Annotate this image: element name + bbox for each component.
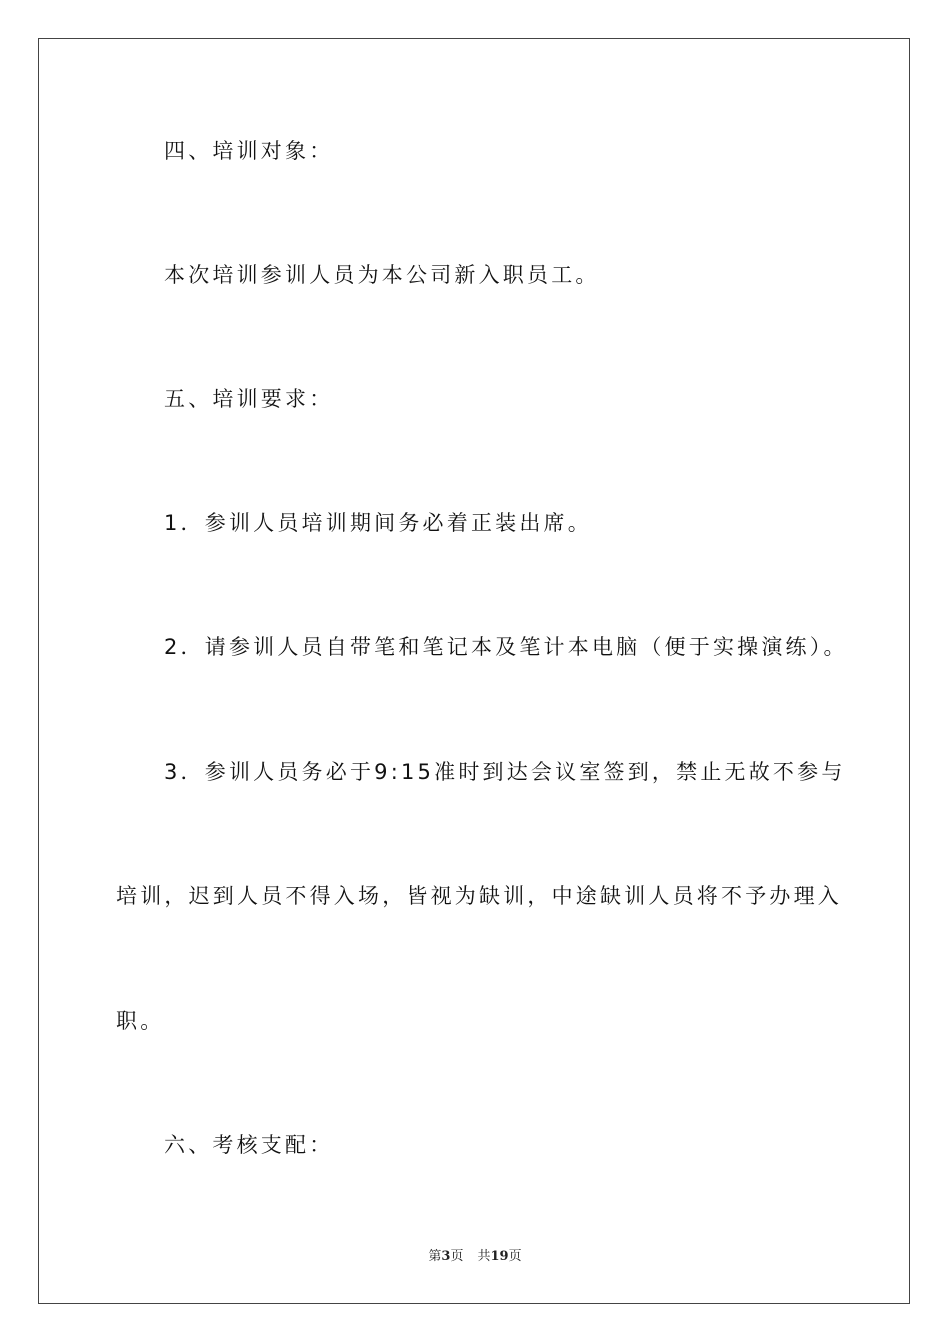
footer-total-prefix: 共 [477, 1249, 491, 1264]
section-heading-training-target: 四、培训对象： [164, 139, 334, 163]
requirement-item-3-line-2: 培训，迟到人员不得入场，皆视为缺训，中途缺训人员将不予办理入 [116, 884, 842, 908]
requirement-item-2: 2．请参训人员自带笔和笔记本及笔计本电脑（便于实操演练）。 [164, 635, 848, 659]
section-heading-training-requirements: 五、培训要求： [164, 387, 334, 411]
paragraph-training-target: 本次培训参训人员为本公司新入职员工。 [164, 263, 600, 287]
page-frame [38, 38, 910, 1304]
requirement-item-3-line-3: 职。 [116, 1009, 165, 1033]
footer-page-suffix: 页 [450, 1249, 464, 1264]
footer-total-pages: 19 [490, 1249, 509, 1264]
page-footer [0, 1248, 950, 1266]
footer-page-prefix: 第 [428, 1249, 442, 1264]
footer-total-suffix: 页 [508, 1249, 522, 1264]
requirement-item-1: 1．参训人员培训期间务必着正装出席。 [164, 511, 592, 535]
requirement-item-3-line-1: 3．参训人员务必于9:15准时到达会议室签到，禁止无故不参与 [164, 760, 846, 784]
section-heading-assessment: 六、考核支配： [164, 1133, 334, 1157]
footer-page-number: 3 [441, 1249, 451, 1264]
